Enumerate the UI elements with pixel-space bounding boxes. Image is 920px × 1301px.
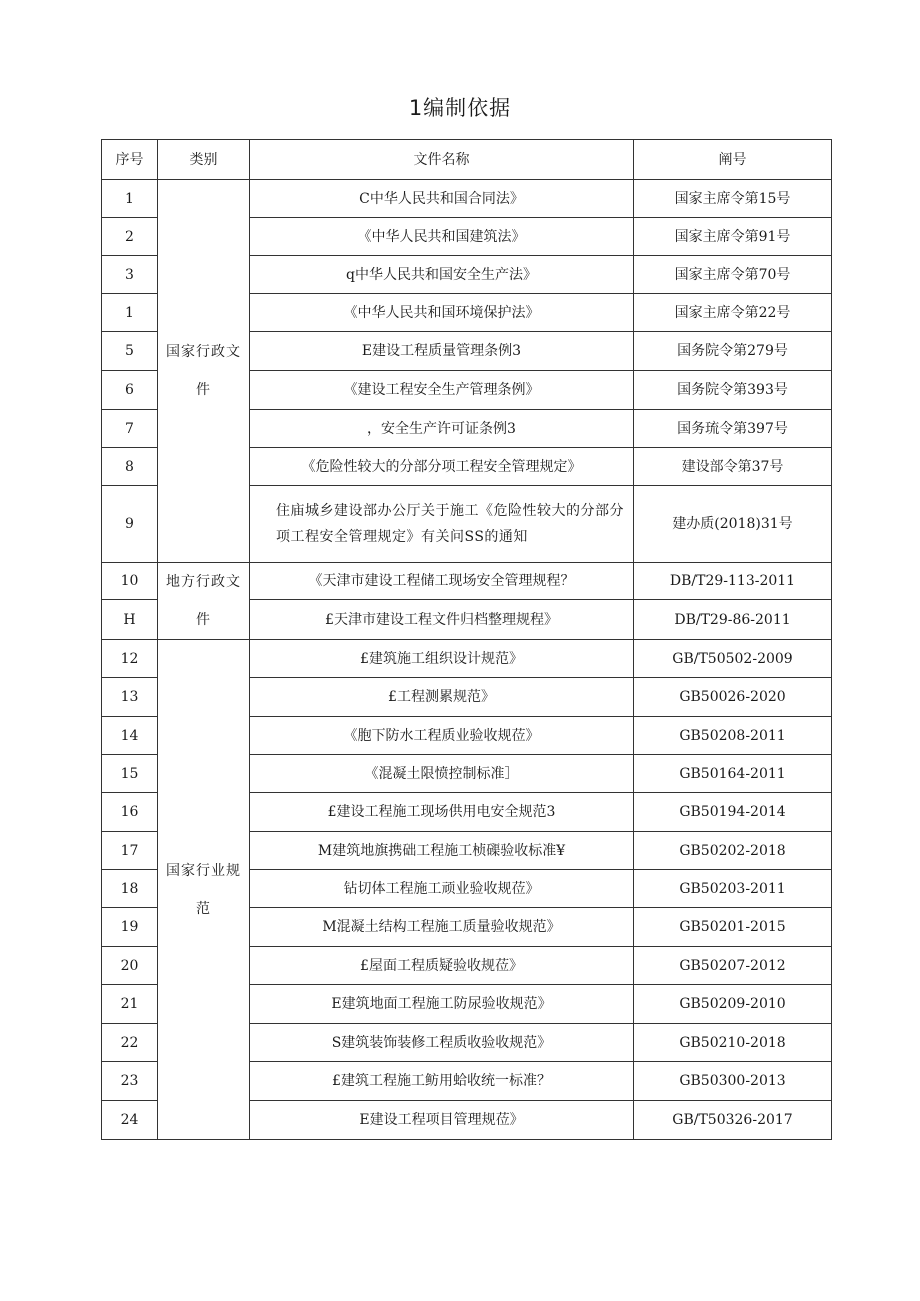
row-document-name: 《胞下防水工程质业验收规莅》 — [250, 717, 634, 755]
row-document-code: GB50209-2010 — [634, 985, 832, 1024]
row-seq: H — [102, 600, 158, 640]
row-document-name: M建筑地旗携础工程施工桢磲验收标准¥ — [250, 832, 634, 870]
table-header-row — [102, 140, 832, 180]
category-cell — [158, 563, 250, 640]
category-label: 国家行政文件 — [166, 344, 241, 398]
category-cell — [158, 640, 250, 1140]
row-seq: 22 — [102, 1024, 158, 1062]
row-document-name: £天津市建设工程文件归档整理规程》 — [250, 600, 634, 640]
row-document-name: M混凝土结构工程施工质量验收规范》 — [250, 908, 634, 947]
category-label: 地方行政文件 — [166, 574, 241, 628]
row-seq: 6 — [102, 371, 158, 410]
category-cell — [158, 180, 250, 563]
row-seq: 12 — [102, 640, 158, 678]
row-document-code: 建办质(2018)31号 — [634, 486, 832, 563]
row-document-name: C中华人民共和国合同法》 — [250, 180, 634, 218]
row-seq: 23 — [102, 1062, 158, 1101]
row-document-name: 《建设工程安全生产管理条例》 — [250, 371, 634, 410]
header-seq: 序号 — [102, 140, 158, 180]
row-seq: 21 — [102, 985, 158, 1024]
header-name: 文件名称 — [250, 140, 634, 180]
row-document-name: £建筑施工组织设计规范》 — [250, 640, 634, 678]
table-row — [102, 563, 832, 600]
row-document-name: q中华人民共和国安全生产法》 — [250, 256, 634, 294]
row-document-name: E建设工程质量管理条例3 — [250, 332, 634, 371]
row-document-code: 建设部令第37号 — [634, 448, 832, 486]
row-document-name: 《中华人民共和国建筑法》 — [250, 218, 634, 256]
row-document-code: GB50203-2011 — [634, 870, 832, 908]
row-document-name: £工程测累规范》 — [250, 678, 634, 717]
row-document-name: 《危险性较大的分部分项工程安全管理规定》 — [250, 448, 634, 486]
row-seq: 18 — [102, 870, 158, 908]
row-seq: 1 — [102, 180, 158, 218]
row-seq: 1 — [102, 294, 158, 332]
row-seq: 8 — [102, 448, 158, 486]
row-seq: 13 — [102, 678, 158, 717]
table-row — [102, 180, 832, 218]
row-seq: 19 — [102, 908, 158, 947]
row-document-code: DB/T29-113-2011 — [634, 563, 832, 600]
row-document-name: £建设工程施工现场供用电安全规范3 — [250, 793, 634, 832]
row-document-code: 国务琉令第397号 — [634, 410, 832, 448]
row-document-name: E建筑地面工程施工防尿验收规范》 — [250, 985, 634, 1024]
row-seq: 5 — [102, 332, 158, 371]
row-document-code: GB50194-2014 — [634, 793, 832, 832]
row-document-name: 《混凝土限愤控制标准］ — [250, 755, 634, 793]
row-document-code: 国家主席令第70号 — [634, 256, 832, 294]
row-document-name: ，安全生产许可证条例3 — [250, 410, 634, 448]
row-document-name: 《中华人民共和国环境保护法》 — [250, 294, 634, 332]
row-seq: 7 — [102, 410, 158, 448]
row-seq: 14 — [102, 717, 158, 755]
row-document-code: GB/T50502-2009 — [634, 640, 832, 678]
row-document-code: GB50300-2013 — [634, 1062, 832, 1101]
row-document-code: DB/T29-86-2011 — [634, 600, 832, 640]
row-document-code: 国务院令第279号 — [634, 332, 832, 371]
basis-table — [101, 139, 832, 1140]
row-document-code: 国家主席令第15号 — [634, 180, 832, 218]
row-document-code: GB50201-2015 — [634, 908, 832, 947]
row-seq: 10 — [102, 563, 158, 600]
row-document-code: GB50208-2011 — [634, 717, 832, 755]
row-document-code: 国务院令第393号 — [634, 371, 832, 410]
header-code: 阐号 — [634, 140, 832, 180]
row-document-code: 国家主席令第22号 — [634, 294, 832, 332]
row-seq: 20 — [102, 947, 158, 985]
row-document-name: £建筑工程施工鲂用蛤收统一标准？ — [250, 1062, 634, 1101]
row-seq: 17 — [102, 832, 158, 870]
row-document-code: GB50207-2012 — [634, 947, 832, 985]
header-category: 类别 — [158, 140, 250, 180]
row-document-name: 钻切体工程施工顽业验收规莅》 — [250, 870, 634, 908]
row-document-name: £屋面工程质疑验收规莅》 — [250, 947, 634, 985]
row-seq: 9 — [102, 486, 158, 563]
row-document-code: GB50164-2011 — [634, 755, 832, 793]
row-document-code: 国家主席令第91号 — [634, 218, 832, 256]
row-seq: 24 — [102, 1101, 158, 1140]
row-document-code: GB50210-2018 — [634, 1024, 832, 1062]
row-document-code: GB/T50326-2017 — [634, 1101, 832, 1140]
row-document-name: 《天津市建设工程储工现场安全管理规程？ — [250, 563, 634, 600]
row-seq: 3 — [102, 256, 158, 294]
row-seq: 15 — [102, 755, 158, 793]
row-seq: 16 — [102, 793, 158, 832]
row-document-name: S建筑装饰装修工程质收验收规范》 — [250, 1024, 634, 1062]
basis-table-body — [102, 140, 832, 1140]
row-seq: 2 — [102, 218, 158, 256]
row-document-code: GB50026-2020 — [634, 678, 832, 717]
row-document-code: GB50202-2018 — [634, 832, 832, 870]
category-label: 国家行业规范 — [166, 862, 241, 917]
table-row — [102, 640, 832, 678]
document-title: 1编制依据 — [408, 96, 512, 120]
row-document-name: 住庙城乡建设部办公厅关于施工《危险性较大的分部分项工程安全管理规定》有关问SS的通知 — [250, 486, 634, 563]
row-document-name: E建设工程项目管理规莅》 — [250, 1101, 634, 1140]
